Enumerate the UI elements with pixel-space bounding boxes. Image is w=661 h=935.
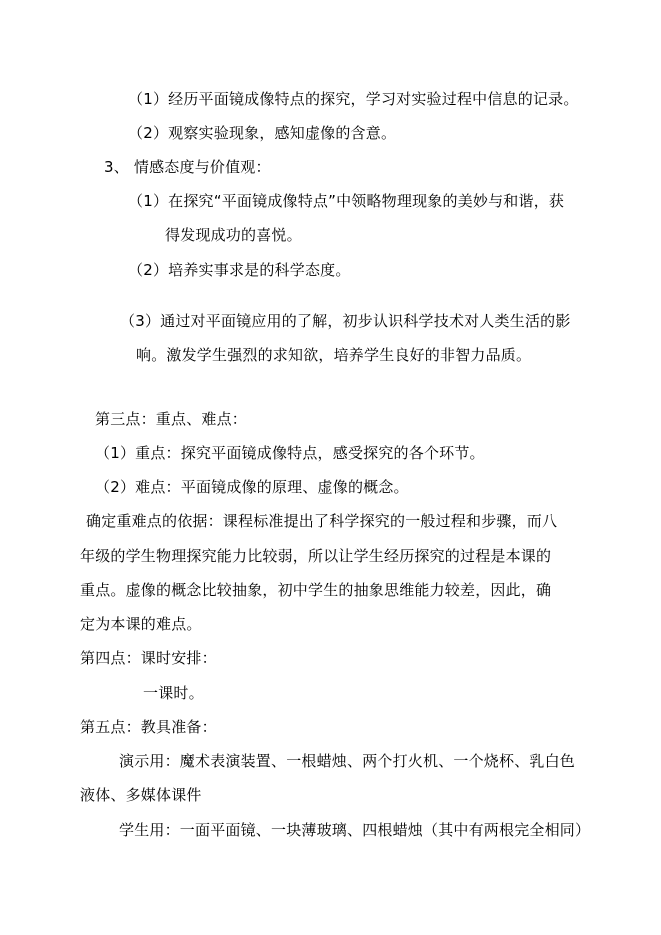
text-line: （1）经历平面镜成像特点的探究，学习对实验过程中信息的记录。: [128, 90, 579, 108]
text-line: （2）培养实事求是的科学态度。: [128, 261, 351, 279]
text-line: （2）观察实验现象，感知虚像的含意。: [128, 124, 397, 142]
text-line: 学生用：一面平面镜、一块薄玻璃、四根蜡烛（其中有两根完全相同）: [119, 821, 591, 839]
text-line: （1）重点：探究平面镜成像特点，感受探究的各个环节。: [95, 444, 485, 462]
text-line: 一课时。: [143, 684, 204, 702]
text-line: 重点。虚像的概念比较抽象，初中学生的抽象思维能力较差，因此，确: [80, 581, 552, 599]
text-line: 定为本课的难点。: [80, 615, 202, 633]
text-line: 演示用：魔术表演装置、一根蜡烛、两个打火机、一个烧杯、乳白色: [119, 752, 576, 770]
text-line: 年级的学生物理探究能力比较弱，所以让学生经历探究的过程是本课的: [80, 547, 552, 565]
section-heading: 第三点：重点、难点：: [95, 410, 248, 428]
section-heading: 第五点：教具准备：: [80, 718, 217, 736]
text-line: 液体、多媒体课件: [80, 786, 202, 804]
text-line: （1）在探究“平面镜成像特点”中领略物理现象的美妙与和谐，获: [128, 192, 565, 210]
text-line: 响。激发学生强烈的求知欲，培养学生良好的非智力品质。: [136, 346, 532, 364]
text-line: 3、 情感态度与价值观：: [104, 158, 271, 176]
text-line: 确定重难点的依据：课程标准提出了科学探究的一般过程和步骤，而八: [86, 512, 558, 530]
text-line: （3）通过对平面镜应用的了解，初步认识科学技术对人类生活的影: [120, 312, 571, 330]
section-heading: 第四点：课时安排：: [80, 649, 217, 667]
text-line: （2）难点：平面镜成像的原理、虚像的概念。: [95, 478, 409, 496]
text-line: 得发现成功的喜悦。: [165, 226, 302, 244]
